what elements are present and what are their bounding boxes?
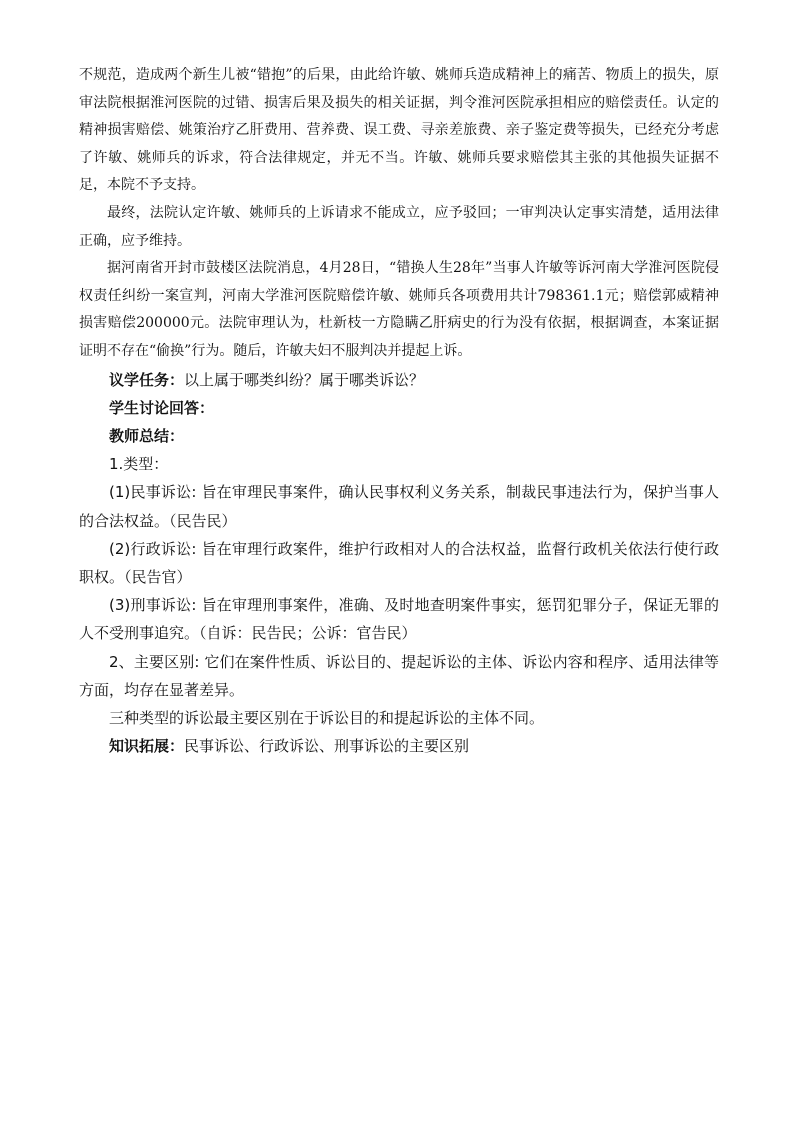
administrative-litigation-text: 旨在审理行政案件，维护行政相对人的合法权益，监督行政机关依法行使行政职权。（民告官） [79,539,719,586]
discussion-line [79,394,719,422]
criminal-litigation-text: 旨在审理刑事案件，准确、及时地查明案件事实，惩罚犯罪分子，保证无罪的人不受刑事追究。（自诉：民告民；公诉：官告民） [79,596,719,643]
extension-label: 知识拓展： [109,737,185,756]
administrative-litigation-item [79,535,719,591]
task-label: 议学任务： [109,370,185,389]
summary-label: 教师总结： [109,426,185,445]
extension-text: 民事诉讼、行政诉讼、刑事诉讼的主要区别 [184,737,470,756]
task-line [79,366,719,394]
civil-litigation-label: (1)民事诉讼: [109,483,197,502]
case-paragraph-3: 据河南省开封市鼓楼区法院消息，4月28日，“错换人生28年”当事人许敏等诉河南大学淮河医院侵权责任纠纷一案宣判，河南大学淮河医院赔偿许敏、姚师兵各项费用共计798361.1元；赔偿郭威精神损害赔偿200000元。法院审理认为，杜新枝一方隐瞒乙肝病史的行为没有依据，根据调查，本案证据证明不存在“偷换”行为。随后，许敏夫妇不服判决并提起上诉。 [79,260,719,359]
administrative-litigation-label: (2)行政诉讼: [109,539,197,558]
civil-litigation-item [79,478,719,534]
main-difference-label: 2、主要区别: [109,652,200,671]
summary-line [79,422,719,450]
case-paragraph-1: 不规范，造成两个新生儿被“错抱”的后果，由此给许敏、姚师兵造成精神上的痛苦、物质上的损失，原审法院根据淮河医院的过错、损害后果及损失的相关证据，判令淮河医院承担相应的赔偿责任。认定的精神损害赔偿、姚策治疗乙肝费用、营养费、误工费、寻亲差旅费、亲子鉴定费等损失，已经充分考虑了许敏、姚师兵的诉求，符合法律规定，并无不当。许敏、姚师兵要求赔偿其主张的其他损失证据不足，本院不予支持。 [79,67,719,194]
task-question: 以上属于哪类纠纷？属于哪类诉讼？ [184,370,425,389]
civil-litigation-text: 旨在审理民事案件，确认民事权利义务关系，制裁民事违法行为，保护当事人的合法权益。（民告民） [79,483,719,530]
discussion-label: 学生讨论回答： [109,398,215,417]
document-page [79,62,719,760]
case-paragraph-2: 最终，法院认定许敏、姚师兵的上诉请求不能成立，应予驳回；一审判决认定事实清楚，适用法律正确，应予维持。 [79,204,719,249]
extension-line [79,732,719,760]
criminal-litigation-item [79,591,719,647]
criminal-litigation-label: (3)刑事诉讼: [109,596,197,615]
main-difference-text: 它们在案件性质、诉讼目的、提起诉讼的主体、诉讼内容和程序、适用法律等方面，均存在显著差异。 [79,652,719,699]
main-difference-item [79,648,719,704]
type-heading: 1.类型： [109,455,169,474]
conclusion-line: 三种类型的诉讼最主要区别在于诉讼目的和提起诉讼的主体不同。 [109,708,545,727]
